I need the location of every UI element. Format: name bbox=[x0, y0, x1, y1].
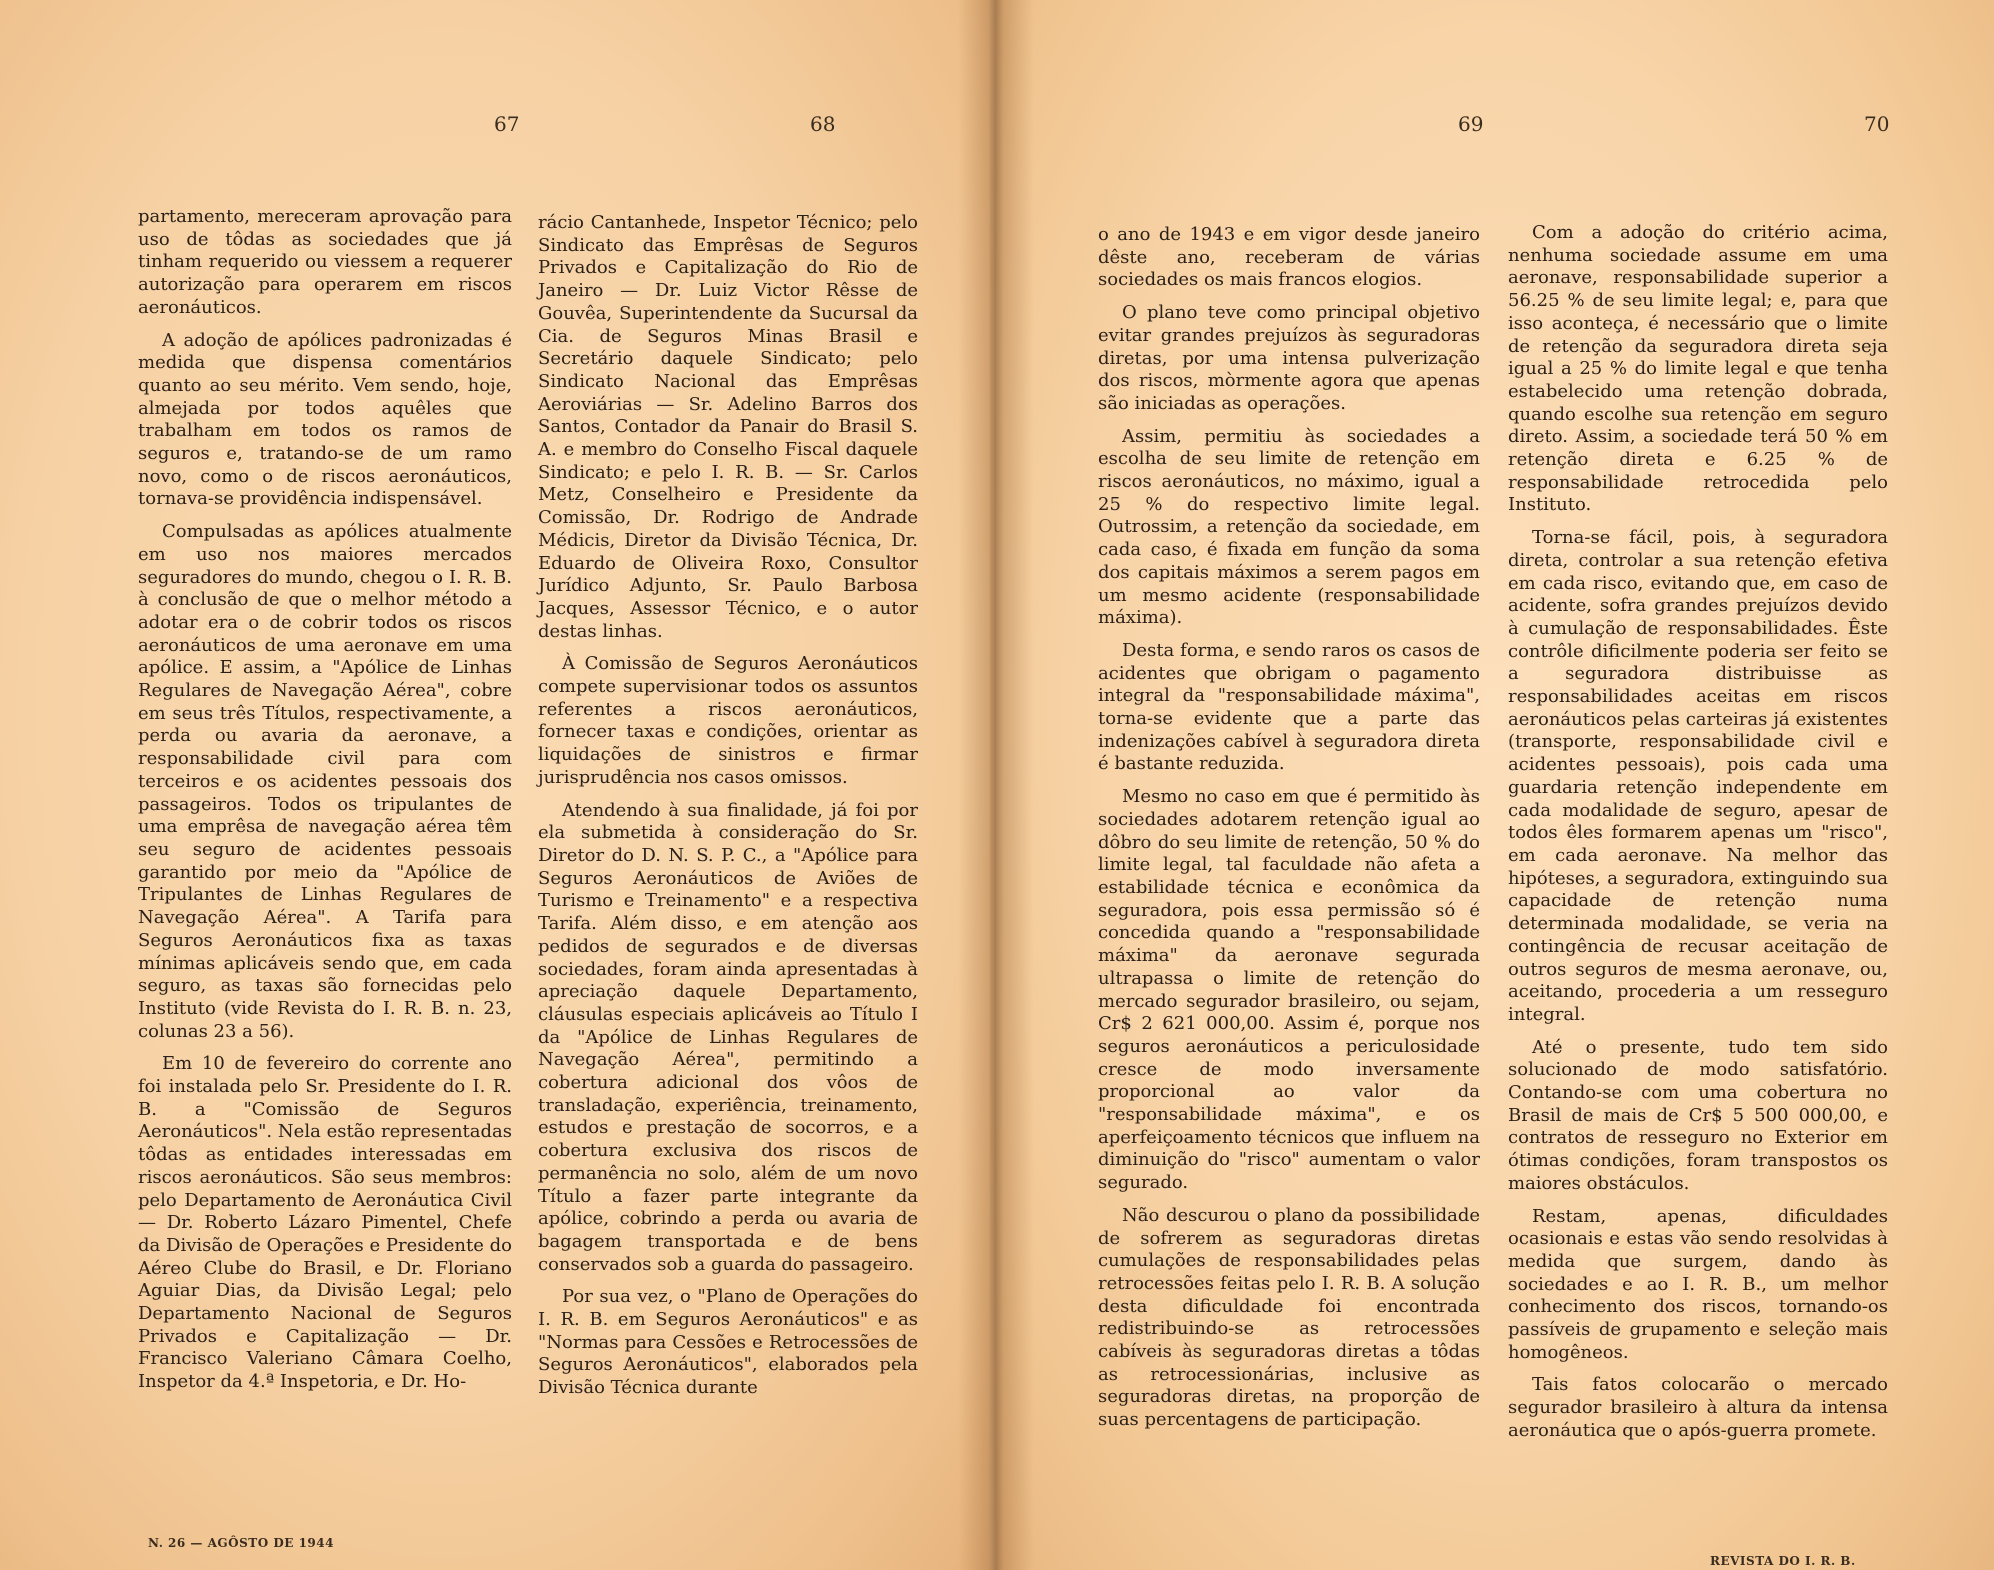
paragraph: Tais fatos colocarão o mercado segurador brasileiro à altura da intensa aeronáutica que o após-guerra promete. bbox=[1508, 1374, 1888, 1441]
column-page-70 bbox=[1508, 222, 1888, 1453]
page-number-67: 67 bbox=[494, 112, 520, 136]
footer-journal: REVISTA DO I. R. B. bbox=[1710, 1554, 1856, 1568]
paragraph: Em 10 de fevereiro do corrente ano foi instalada pelo Sr. Presidente do I. R. B. a "Comissão de Seguros Aeronáuticos". Nela estão representadas tôdas as entidades interessadas em riscos aeronáuticos. São seus membros: pelo Departamento de Aeronáutica Civil — Dr. Roberto Lázaro Pimentel, Chefe da Divisão de Operações e Presidente do Aéreo Clube do Brasil, e Dr. Floriano Aguiar Dias, da Divisão Legal; pelo Departamento Nacional de Seguros Privados e Capitalização — Dr. Francisco Valeriano Câmara Coelho, Inspetor da 4.ª Inspetoria, e Dr. Ho- bbox=[138, 1053, 512, 1393]
paragraph: Por sua vez, o "Plano de Operações do I. R. B. em Seguros Aeronáuticos" e as "Normas para Cessões e Retrocessões de Seguros Aeronáuticos", elaborados pela Divisão Técnica durante bbox=[538, 1286, 918, 1399]
paragraph: A adoção de apólices padronizadas é medida que dispensa comentários quanto ao seu mérito. Vem sendo, hoje, almejada por todos aquêles que trabalham em todos os ramos de seguros e, tratando-se de um ramo novo, como o de riscos aeronáuticos, tornava-se providência indispensável. bbox=[138, 329, 512, 510]
column-page-68 bbox=[538, 212, 918, 1410]
paragraph: Mesmo no caso em que é permitido às sociedades adotarem retenção igual ao dôbro do seu limite de retenção, 50 % do limite legal, tal faculdade não afeta a estabilidade técnica e econômica da seguradora, pois essa permissão só é concedida quando a "responsabilidade máxima" da aeronave segurada ultrapassa o limite de retenção do mercado segurador brasileiro, ou sejam, Cr$ 2 621 000,00. Assim é, porque nos seguros aeronáuticos a periculosidade cresce de modo inversamente proporcional ao valor da "responsabilidade máxima", e os aperfeiçoamento técnicos que influem na diminuição do "risco" aumentam o valor segurado. bbox=[1098, 786, 1480, 1194]
page-number-68: 68 bbox=[810, 112, 836, 136]
paragraph: Até o presente, tudo tem sido solucionado de modo satisfatório. Contando-se com uma cobertura no Brasil de mais de Cr$ 5 500 000,00, e contratos de resseguro no Exterior em ótimas condições, foram transpostos os maiores obstáculos. bbox=[1508, 1036, 1888, 1194]
paragraph: Desta forma, e sendo raros os casos de acidentes que obrigam o pagamento integral da "responsabilidade máxima", torna-se evidente que a parte das indenizações cabível à seguradora direta é bastante reduzida. bbox=[1098, 639, 1480, 775]
paragraph: Assim, permitiu às sociedades a escolha de seu limite de retenção em riscos aeronáuticos, no máximo, igual a 25 % do respectivo limite legal. Outrossim, a retenção da sociedade, em cada caso, é fixada em função da soma dos capitais máximos a serem pagos em um mesmo acidente (responsabilidade máxima). bbox=[1098, 425, 1480, 629]
paragraph: Não descurou o plano da possibilidade de sofrerem as seguradoras diretas cumulações de responsabilidades pelas retrocessões feitas pelo I. R. B. A solução desta dificuldade foi encontrada redistribuindo-se as retrocessões cabíveis às seguradoras diretas a tôdas as retrocessionárias, inclusive as seguradoras diretas, na proporção de suas percentagens de participação. bbox=[1098, 1204, 1480, 1431]
column-page-69 bbox=[1098, 224, 1480, 1442]
paragraph: À Comissão de Seguros Aeronáuticos compete supervisionar todos os assuntos referentes a riscos aeronáuticos, fornecer taxas e condições, orientar as liquidações de sinistros e firmar jurisprudência nos casos omissos. bbox=[538, 653, 918, 788]
paragraph: o ano de 1943 e em vigor desde janeiro dêste ano, receberam de várias sociedades os mais francos elogios. bbox=[1098, 224, 1480, 291]
column-page-67 bbox=[138, 206, 512, 1404]
paragraph: Compulsadas as apólices atualmente em uso nos maiores mercados seguradores do mundo, chegou o I. R. B. à conclusão de que o melhor método a adotar era o de cobrir todos os riscos aeronáuticos de uma aeronave em uma apólice. E assim, a "Apólice de Linhas Regulares de Navegação Aérea", cobre em seus três Títulos, respectivamente, a perda ou avaria da aeronave, a responsabilidade civil para com terceiros e os acidentes pessoais dos passageiros. Todos os tripulantes de uma emprêsa de navegação aérea têm seu seguro de acidentes pessoais garantido por meio da "Apólice de Tripulantes de Linhas Regulares de Navegação Aérea". A Tarifa para Seguros Aeronáuticos fixa as taxas mínimas aplicáveis sendo que, em cada seguro, as taxas são fornecidas pelo Instituto (vide Revista do I. R. B. n. 23, colunas 23 a 56). bbox=[138, 521, 512, 1042]
paragraph: Restam, apenas, dificuldades ocasionais e estas vão sendo resolvidas à medida que surgem, dando às sociedades e ao I. R. B., um melhor conhecimento dos riscos, tornando-os passíveis de grupamento e seleção mais homogêneos. bbox=[1508, 1205, 1888, 1363]
footer-issue: N. 26 — AGÔSTO DE 1944 bbox=[148, 1536, 334, 1550]
paragraph: Torna-se fácil, pois, à seguradora direta, controlar a sua retenção efetiva em cada risco, evitando que, em caso de acidente, sofra grandes prejuízos devido à cumulação de responsabilidades. Êste contrôle dificilmente poderia ser feito se a seguradora distribuisse as responsabilidades aceitas em riscos aeronáuticos pelas carteiras já existentes (transporte, responsabilidade civil e acidentes pessoais), pois cada uma guardaria retenção independente em cada modalidade de seguro, apesar de todos êles formarem apenas um "risco", em cada aeronave. Na melhor das hipóteses, a seguradora, extinguindo sua capacidade de retenção numa determinada modalidade, se veria na contingência de recusar aceitação de outros seguros de mesma aeronave, ou, aceitando, procederia a um resseguro integral. bbox=[1508, 527, 1888, 1025]
book-gutter bbox=[958, 0, 1034, 1570]
paragraph: Com a adoção do critério acima, nenhuma sociedade assume em uma aeronave, responsabilidade superior a 56.25 % de seu limite legal; e, para que isso aconteça, é necessário que o limite de retenção da seguradora direta seja igual a 25 % do limite legal e que tenha estabelecido uma retenção dobrada, quando escolhe sua retenção em seguro direto. Assim, a sociedade terá 50 % em retenção direta e 6.25 % de responsabilidade retrocedida pelo Instituto. bbox=[1508, 222, 1888, 516]
page-number-69: 69 bbox=[1458, 112, 1484, 136]
paragraph: O plano teve como principal objetivo evitar grandes prejuízos às seguradoras diretas, por uma intensa pulverização dos riscos, mòrmente agora que apenas são iniciadas as operações. bbox=[1098, 302, 1480, 414]
paragraph: partamento, mereceram aprovação para uso de tôdas as sociedades que já tinham requerido ou viessem a requerer autorização para operarem em riscos aeronáuticos. bbox=[138, 206, 512, 318]
page-number-70: 70 bbox=[1864, 112, 1890, 136]
paragraph: Atendendo à sua finalidade, já foi por ela submetida à consideração do Sr. Diretor do D. N. S. P. C., a "Apólice para Seguros Aeronáuticos de Aviões de Turismo e Treinamento" e a respectiva Tarifa. Além disso, e em atenção aos pedidos de segurados e de diversas sociedades, foram ainda apresentadas à apreciação daquele Departamento, cláusulas especiais aplicáveis ao Título I da "Apólice de Linhas Regulares de Navegação Aérea", permitindo a cobertura adicional dos vôos de transladação, experiência, treinamento, estudos e prestação de socorros, e a cobertura exclusiva dos riscos de permanência no solo, além de um novo Título a fazer parte integrante da apólice, cobrindo a perda ou avaria de bagagem transportada e de bens conservados sob a guarda do passageiro. bbox=[538, 799, 918, 1275]
paragraph: rácio Cantanhede, Inspetor Técnico; pelo Sindicato das Emprêsas de Seguros Privados e Capitalização do Rio de Janeiro — Dr. Luiz Victor Rêsse de Gouvêa, Superintendente da Sucursal da Cia. de Seguros Minas Brasil e Secretário daquele Sindicato; pelo Sindicato Nacional das Emprêsas Aeroviárias — Sr. Adelino Barros dos Santos, Contador da Panair do Brasil S. A. e membro do Conselho Fiscal daquele Sindicato; e pelo I. R. B. — Sr. Carlos Metz, Conselheiro e Presidente da Comissão, Dr. Rodrigo de Andrade Médicis, Diretor da Divisão Técnica, Dr. Eduardo de Oliveira Roxo, Consultor Jurídico Adjunto, Sr. Paulo Barbosa Jacques, Assessor Técnico, e o autor destas linhas. bbox=[538, 212, 918, 642]
